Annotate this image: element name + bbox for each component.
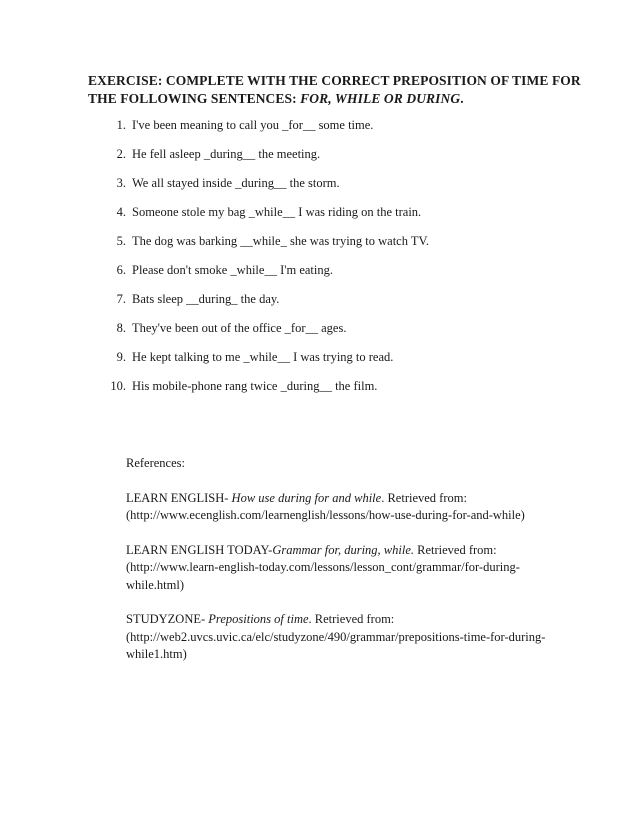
list-item: [104, 232, 429, 261]
reference-entry: [126, 542, 556, 595]
reference-retrieved: . Retrieved from:: [381, 490, 467, 505]
item-text: Someone stole my bag _while__ I was riding on the train.: [132, 205, 422, 219]
references-title: References:: [126, 456, 185, 470]
reference-url-link[interactable]: (http://www.ecenglish.com/learnenglish/lessons/how-use-during-for-and-while): [126, 508, 525, 522]
reference-entry: [126, 611, 556, 664]
item-text: He kept talking to me _while__ I was trying to read.: [132, 350, 394, 364]
item-number: 1.: [116, 118, 126, 132]
reference-retrieved: . Retrieved from:: [308, 612, 395, 626]
item-number: 7.: [116, 292, 126, 306]
list-item: [104, 145, 429, 174]
heading-line-1: EXERCISE: COMPLETE WITH THE CORRECT PREPOSITION OF TIME FOR: [88, 73, 581, 88]
item-text: I've been meaning to call you _for__ some time.: [132, 118, 374, 132]
item-text: His mobile-phone rang twice _during__ the film.: [132, 379, 378, 393]
list-item: [104, 290, 429, 319]
reference-url-link[interactable]: (http://web2.uvcs.uvic.ca/elc/studyzone/490/grammar/prepositions-time-for-during-: [126, 629, 546, 644]
exercise-list: [104, 116, 429, 406]
item-text: Please don't smoke _while__ I'm eating.: [132, 263, 333, 277]
reference-source: LEARN ENGLISH-: [126, 490, 232, 505]
reference-source: LEARN ENGLISH TODAY-: [126, 542, 273, 557]
reference-retrieved: Retrieved from:: [414, 542, 497, 557]
reference-url-link-continued[interactable]: while.html): [126, 577, 184, 592]
reference-url-link-continued[interactable]: while1.htm): [126, 647, 187, 661]
item-number: 10.: [110, 379, 126, 393]
exercise-heading: [88, 72, 581, 108]
item-number: 8.: [116, 321, 126, 335]
reference-url-link[interactable]: (http://www.learn-english-today.com/lessons/lesson_cont/grammar/for-during-: [126, 560, 520, 574]
list-item: [104, 203, 429, 232]
item-number: 4.: [116, 205, 126, 219]
list-item: [104, 261, 429, 290]
item-text: They've been out of the office _for__ ages.: [132, 321, 347, 335]
reference-title: Grammar for, during, while.: [272, 542, 414, 557]
reference-source: STUDYZONE-: [126, 612, 209, 626]
list-item: [104, 348, 429, 377]
item-text: He fell asleep _during__ the meeting.: [132, 147, 321, 161]
item-number: 9.: [116, 350, 126, 364]
item-number: 2.: [116, 147, 126, 161]
item-number: 3.: [116, 176, 126, 190]
reference-citation: [126, 490, 556, 508]
item-text: We all stayed inside _during__ the storm.: [132, 176, 340, 190]
item-number: 6.: [116, 263, 126, 277]
references-section: [126, 455, 556, 681]
reference-entry: [126, 490, 556, 525]
list-item: [104, 319, 429, 348]
reference-citation: [126, 611, 556, 629]
item-number: 5.: [116, 234, 126, 248]
heading-line-2-italic: FOR, WHILE OR DURING: [300, 91, 461, 106]
reference-title: How use during for and while: [231, 490, 382, 505]
reference-citation: [126, 542, 556, 560]
item-text: Bats sleep __during_ the day.: [132, 292, 280, 306]
list-item: [104, 116, 429, 145]
item-text: The dog was barking __while_ she was trying to watch TV.: [132, 234, 430, 248]
list-item: [104, 174, 429, 203]
list-item: [104, 377, 429, 406]
heading-line-2-suffix: .: [460, 91, 464, 106]
reference-title: Prepositions of time: [208, 612, 309, 626]
heading-line-2-prefix: THE FOLLOWING SENTENCES:: [88, 91, 301, 106]
heading-line-2: [88, 90, 558, 108]
